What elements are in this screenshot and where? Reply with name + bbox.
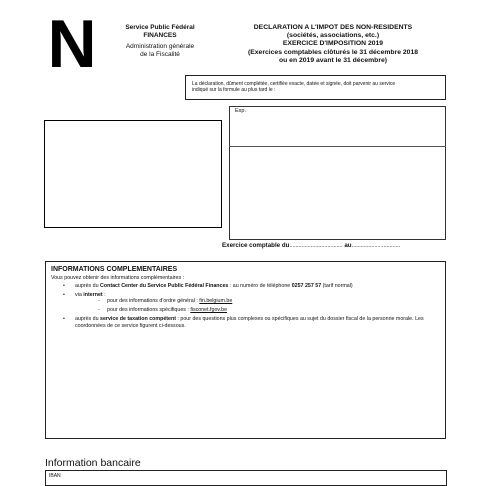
fiscal-year-start-field[interactable]: ................................... bbox=[289, 242, 343, 249]
info-text-bold: Contact Center du Service Public Fédéral Finances bbox=[100, 282, 229, 289]
logo-letter-n: N bbox=[47, 6, 97, 82]
dash-icon: - bbox=[98, 298, 100, 305]
info-text: : au numéro de téléphone bbox=[228, 282, 292, 289]
bullet-icon: • bbox=[63, 315, 65, 322]
info-heading: INFORMATIONS COMPLEMENTAIRES bbox=[51, 266, 178, 273]
fiscal-year-au: au bbox=[344, 242, 352, 249]
info-item-tax-service bbox=[63, 315, 440, 329]
info-text: : pour des questions plus complexes ou spécifiques au sujet du dossier fiscal de la personne morale. Les coordonnées de ce service figurent ci-dessous. bbox=[75, 315, 424, 329]
info-text-bold: internet bbox=[83, 291, 103, 298]
sub-text: pour des informations spécifiques : bbox=[107, 306, 191, 313]
fiscal-year-label: Exercice comptable du bbox=[222, 242, 290, 249]
info-text: auprès du bbox=[75, 282, 101, 289]
notice-line-2: indiqué sur la formule au plus tard le : bbox=[192, 87, 276, 93]
phone-number: 0257 257 57 bbox=[291, 282, 322, 289]
title-line-5: ou en 2019 avant le 31 décembre) bbox=[278, 56, 388, 64]
additional-info-box bbox=[45, 261, 446, 439]
iban-label: IBAN bbox=[49, 473, 61, 479]
info-item-contact-center bbox=[63, 282, 440, 290]
sub-text: pour des informations d'ordre général : bbox=[107, 298, 200, 305]
sub-item-specific bbox=[98, 306, 440, 314]
title-line-1: DECLARATION A L'IMPOT DES NON-RESIDENTS bbox=[253, 24, 413, 31]
sub-item-general bbox=[98, 298, 440, 305]
fiscal-year-line bbox=[222, 242, 446, 249]
title-line-3: EXERCICE D'IMPOSITION 2019 bbox=[282, 40, 384, 48]
title-line-2: (sociétés, associations, etc.) bbox=[286, 32, 380, 40]
title-line-4: (Exercices comptables clôturés le 31 décembre 2018 bbox=[247, 48, 418, 56]
sender-box-divider bbox=[229, 146, 446, 147]
document-title bbox=[222, 24, 444, 65]
info-text: via bbox=[75, 291, 84, 298]
info-list bbox=[51, 283, 440, 330]
internet-sublist bbox=[75, 298, 440, 313]
info-item-internet bbox=[63, 291, 440, 314]
iban-field-box[interactable] bbox=[45, 470, 447, 486]
bullet-icon: • bbox=[63, 282, 65, 289]
org-line-4: de la Fiscalité bbox=[140, 51, 180, 58]
notice-line-1: La déclaration, dûment complétée, certifiée exacte, datée et signée, doit parvenir au service bbox=[192, 81, 396, 87]
deadline-notice-box bbox=[185, 75, 446, 100]
sender-label: Exp. bbox=[235, 108, 247, 114]
address-window-box bbox=[44, 120, 222, 228]
bank-info-heading: Information bancaire bbox=[45, 457, 141, 469]
info-text: (tarif normal) bbox=[321, 282, 353, 289]
org-line-2: FINANCES bbox=[143, 32, 177, 39]
issuer-block bbox=[104, 24, 216, 59]
org-line-1: Service Public Fédéral bbox=[125, 24, 195, 31]
link-fisconet[interactable]: fisconet.fgov.be bbox=[190, 306, 228, 313]
info-text: : bbox=[102, 291, 106, 298]
info-intro: Vous pouvez obtenir des informations complémentaires : bbox=[51, 275, 185, 281]
info-text: auprès du bbox=[75, 315, 101, 322]
fiscal-year-end-field[interactable]: ................................ bbox=[351, 242, 401, 249]
org-line-3: Administration générale bbox=[125, 43, 195, 50]
sender-box bbox=[229, 106, 446, 240]
info-text-bold: service de taxation compétent bbox=[100, 315, 176, 322]
link-fin-belgium[interactable]: fin.belgium.be bbox=[199, 298, 233, 305]
dash-icon: - bbox=[98, 306, 100, 313]
bullet-icon: • bbox=[63, 291, 65, 298]
